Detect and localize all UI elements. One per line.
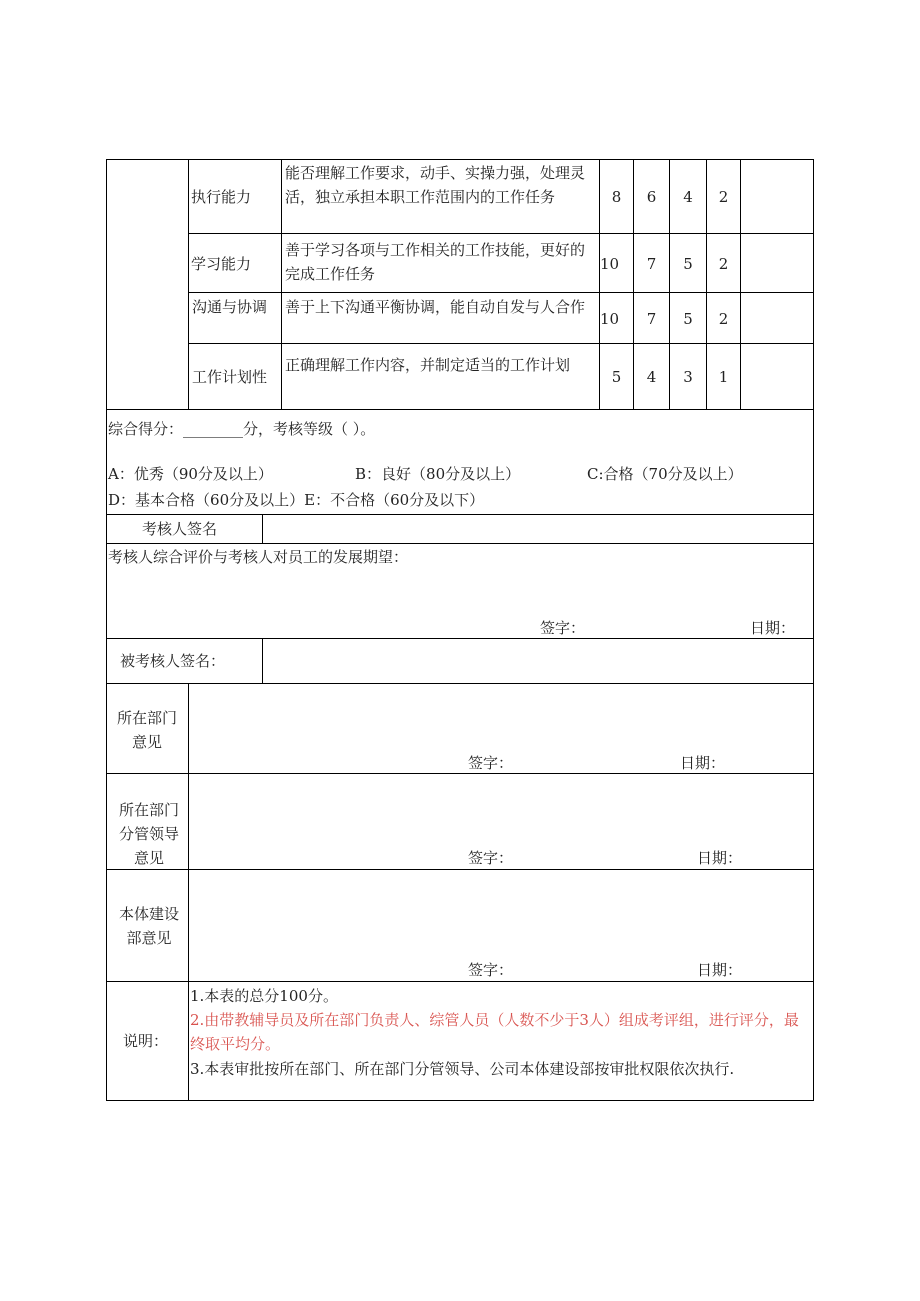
score-pass: 4 [683,188,693,206]
evaluation-date-label: 日期： [750,619,796,637]
score-pass: 3 [683,368,693,386]
evaluation-label: 考核人综合评价与考核人对员工的发展期望： [108,548,409,566]
criterion-name: 工作计划性 [192,368,268,386]
score-excellent: 10 [600,255,620,273]
evaluation-sign-label: 签字： [540,619,586,637]
score-excellent: 8 [611,188,622,206]
assessee-signature-label: 被考核人签名： [120,652,226,670]
score-good: 7 [646,310,657,328]
score-pass: 5 [683,310,693,328]
dept-leader-sign-label: 签字： [468,849,514,867]
assessee-signature-field[interactable] [264,640,812,682]
dept-sign-label: 签字： [468,754,514,772]
dept-opinion-label: 所在部门意见 [116,709,177,751]
criterion-name: 沟通与协调 [192,298,268,316]
grade-a: A：优秀（90分及以上） [108,465,273,483]
assessor-signature-field[interactable] [264,516,812,542]
score-fail: 2 [718,310,729,328]
criterion-desc: 正确理解工作内容，并制定适当的工作计划 [285,356,571,374]
criterion-desc: 善于学习各项与工作相关的工作技能，更好的完成工作任务 [285,241,586,283]
score-fail: 1 [718,368,729,386]
score-pass: 5 [683,255,693,273]
construction-dept-opinion-label: 本体建设部意见 [118,905,179,947]
grade-d-e: D：基本合格（60分及以上）E：不合格（60分及以下） [108,491,485,509]
grade-b: B：良好（80分及以上） [355,465,521,483]
criterion-name: 执行能力 [191,188,252,206]
grade-c: C:合格（70分及以上） [587,465,743,483]
score-fail: 2 [718,188,729,206]
total-score-line: 综合得分：________分，考核等级（ ）。 [108,420,376,438]
criterion-desc: 能否理解工作要求，动手、实操力强，处理灵活，独立承担本职工作范围内的工作任务 [285,164,586,206]
criterion-desc: 善于上下沟通平衡协调，能自动自发与人合作 [285,298,586,316]
dept-leader-opinion-field[interactable] [190,775,812,840]
notes-label: 说明： [123,1032,169,1050]
construction-sign-label: 签字： [468,961,514,979]
dept-opinion-field[interactable] [190,685,812,745]
score-fail: 2 [718,255,729,273]
score-good: 7 [646,255,657,273]
score-good: 6 [646,188,657,206]
dept-leader-opinion-label: 所在部门分管领导意见 [118,801,179,867]
score-good: 4 [646,368,657,386]
construction-dept-opinion-field[interactable] [190,871,812,951]
note-item: 3.本表审批按所在部门、所在部门分管领导、公司本体建设部按审批权限依次执行. [190,1060,735,1078]
dept-date-label: 日期： [680,754,726,772]
dept-leader-date-label: 日期： [697,849,743,867]
evaluation-field[interactable] [108,570,812,615]
construction-date-label: 日期： [697,961,743,979]
assessor-signature-label: 考核人签名 [142,520,218,538]
score-excellent: 5 [611,368,622,386]
criterion-name: 学习能力 [191,255,252,273]
note-item: 1.本表的总分100分。 [190,987,338,1005]
note-item: 2.由带教辅导员及所在部门负责人、综管人员（人数不少于3人）组成考评组，进行评分，最终取平均分。 [190,1011,799,1053]
score-excellent: 10 [600,310,620,328]
